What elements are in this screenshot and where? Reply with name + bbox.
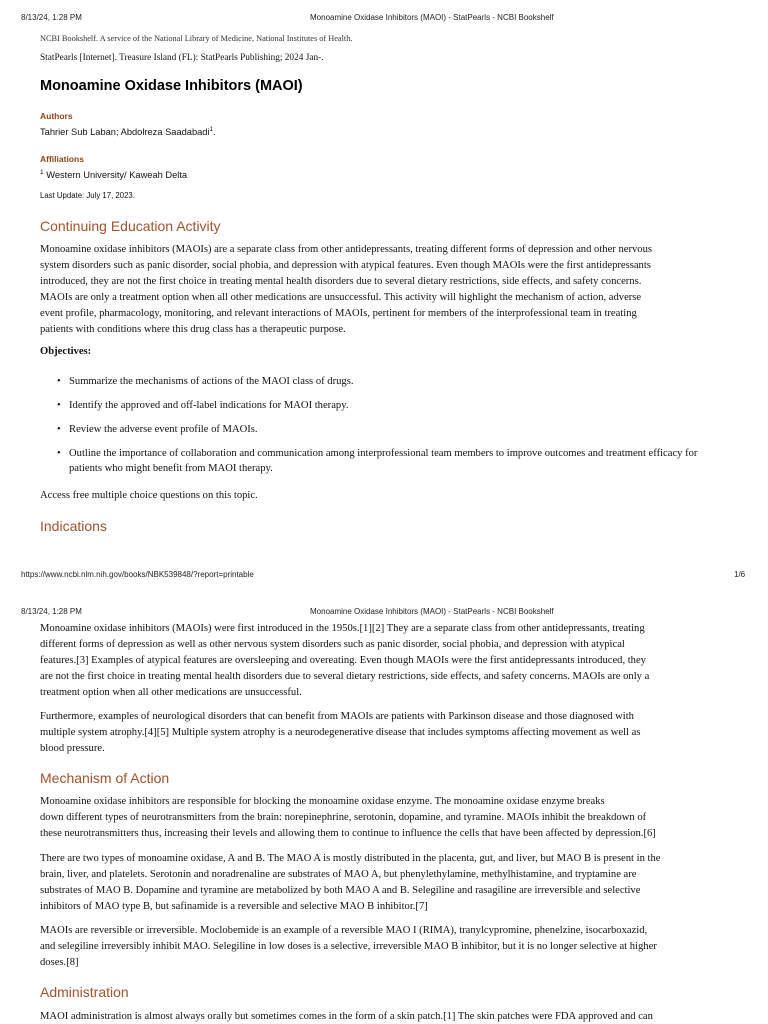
ce-paragraph [40,242,724,337]
text-line: Monoamine oxidase inhibitors (MAOIs) were first introduced in the 1950s.[1][2] They are a separate class from other antidepressants, treating [40,623,645,634]
text-line: brain, liver, and platelets. Serotonin and noradrenaline are substrates of MAO A, but phenylethylamine, methylhistamine, and tryptamine are [40,868,637,880]
text-line: MAOIs are reversible or irreversible. Moclobemide is an example of a reversible MAO I (RIMA), tranylcypromine, phenelzine, isocarboxazid, [40,925,648,936]
affiliation-text: Western University/ Kaweah Delta [43,170,188,181]
text-line: Monoamine oxidase inhibitors (MAOIs) are a separate class from other antidepressants, treating different forms of depression and other nervous [40,244,653,255]
indications-paragraph-1 [40,621,724,701]
text-line: these neurotransmitters thus, increasing their levels and allowing them to continue to influence the cells that have been affected by depression.[6] [40,827,656,839]
list-item [57,398,717,413]
section-heading-mechanism-of-action: Mechanism of Action [40,770,170,786]
bullet-icon: • [57,400,61,411]
text-line: There are two types of monoamine oxidase, A and B. The MAO A is mostly distributed in the placenta, gut, and liver, but MAO B is present in the [40,853,661,864]
authors-label: Authors [40,111,73,121]
text-line: blood pressure. [40,742,105,754]
text-line: and selegiline irreversibly inhibit MAO. Selegiline in low doses is a selective, irreversible MAO B inhibitor, but it is no longer selective at higher [40,940,657,952]
moa-paragraph-2 [40,851,724,915]
text-line: treatment option when all other medications are unsuccessful. [40,686,302,698]
text-line: doses.[8] [40,956,79,968]
bullet-icon: • [57,424,61,435]
objective-text: Identify the approved and off-label indications for MAOI therapy. [69,400,349,411]
ncbi-service-line: NCBI Bookshelf. A service of the National Library of Medicine, National Institutes of Health. [40,34,353,43]
section-heading-continuing-education: Continuing Education Activity [40,218,221,234]
print-footer-url[interactable]: https://www.ncbi.nlm.nih.gov/books/NBK539848/?report=printable [21,570,254,579]
text-line: system disorders such as panic disorder, social phobia, and depression with atypical features. Even though MAOIs were the first antidepressants [40,259,651,271]
list-item [57,446,717,476]
mcq-link[interactable]: Access free multiple choice questions on this topic. [40,490,258,501]
section-heading-indications: Indications [40,518,107,534]
text-line: MAOIs are only a treatment option when all other medications are unsuccessful. This activity will highlight the mechanism of action, adverse [40,291,642,303]
text-line: patients with conditions where this drug class has a therapeutic purpose. [40,323,346,335]
print-datetime: 8/13/24, 1:28 PM [21,13,82,22]
text-line: are not the first choice in treating mental health disorders due to several dietary restrictions, side effects, and safety concerns. MAOIs are only a [40,670,650,682]
print-doc-title: Monoamine Oxidase Inhibitors (MAOI) - StatPearls - NCBI Bookshelf [310,607,554,616]
text-line: Monoamine oxidase inhibitors are responsible for blocking the monoamine oxidase enzyme. The monoamine oxidase enzyme breaks [40,796,605,807]
affiliation-sup: 1 [40,169,44,176]
text-line: features.[3] Examples of atypical features are oversleeping and overeating. Even though MAOIs were the first antidepressants introduced, they [40,654,646,666]
list-item [57,374,717,389]
text-line: MAOI administration is almost always orally but sometimes comes in the form of a skin patch.[1] The skin patches were FDA approved and can [40,1011,653,1022]
print-doc-title: Monoamine Oxidase Inhibitors (MAOI) - StatPearls - NCBI Bookshelf [310,13,554,22]
authors-line [40,126,216,137]
objectives-label: Objectives: [40,346,92,357]
affiliation-line [40,169,187,180]
print-page-number: 1/6 [734,570,746,579]
text-line: event profile, pharmacology, monitoring, and relevant interactions of MAOIs, pertinent for members of the interprofessional team in treating [40,307,637,319]
text-line: substrates of MAO B. Dopamine and tyramine are metabolized by both MAO A and B. Selegiline and rasagiline are irreversible and selective [40,884,641,896]
text-line: Furthermore, examples of neurological disorders that can benefit from MAOIs are patients with Parkinson disease and those diagnosed with [40,711,634,722]
text-line: inhibitors of MAO type B, but safinamide is a reversible and selective MAO B inhibitor.[7] [40,900,428,912]
text-line: different forms of depression as well as other nervous system disorders such as panic disorder, social phobia, and depression with atypical [40,638,625,650]
bullet-icon: • [57,448,61,459]
objectives-list [57,374,717,485]
print-datetime: 8/13/24, 1:28 PM [21,607,82,616]
page-title: Monoamine Oxidase Inhibitors (MAOI) [40,78,303,94]
indications-paragraph-2 [40,709,724,757]
bullet-icon: • [57,376,61,387]
objective-text: Summarize the mechanisms of actions of the MAOI class of drugs. [69,376,354,387]
affiliations-label: Affiliations [40,154,84,164]
last-update: Last Update: July 17, 2023. [40,191,135,200]
section-heading-administration: Administration [40,984,129,1000]
authors-period: . [213,127,216,138]
list-item [57,422,717,437]
moa-paragraph-1 [40,794,724,842]
authors-names[interactable]: Tahrier Sub Laban; Abdolreza Saadabadi [40,127,210,138]
text-line: multiple system atrophy.[4][5] Multiple system atrophy is a neurodegenerative disease that includes symptoms affecting movement as well as [40,726,641,738]
authors-affiliation-sup[interactable]: 1 [209,126,214,133]
administration-paragraph-1 [40,1009,724,1024]
citation-line: StatPearls [Internet]. Treasure Island (FL): StatPearls Publishing; 2024 Jan-. [40,53,324,63]
objective-text: Outline the importance of collaboration and communication among interprofessional team members to improve outcomes and treatment efficacy for patients who might benefit from MAOI therapy. [69,448,698,475]
moa-paragraph-3 [40,923,724,971]
page-2 [0,600,768,1024]
text-line: down different types of neurotransmitters from the brain: norepinephrine, serotonin, dopamine, and tyramine. MAOIs inhibit the breakdown of [40,811,647,823]
text-line: introduced, they are not the first choice in treating mental health disorders due to several dietary restrictions, side effects, and safety concerns. [40,275,642,287]
objective-text: Review the adverse event profile of MAOIs. [69,424,258,435]
